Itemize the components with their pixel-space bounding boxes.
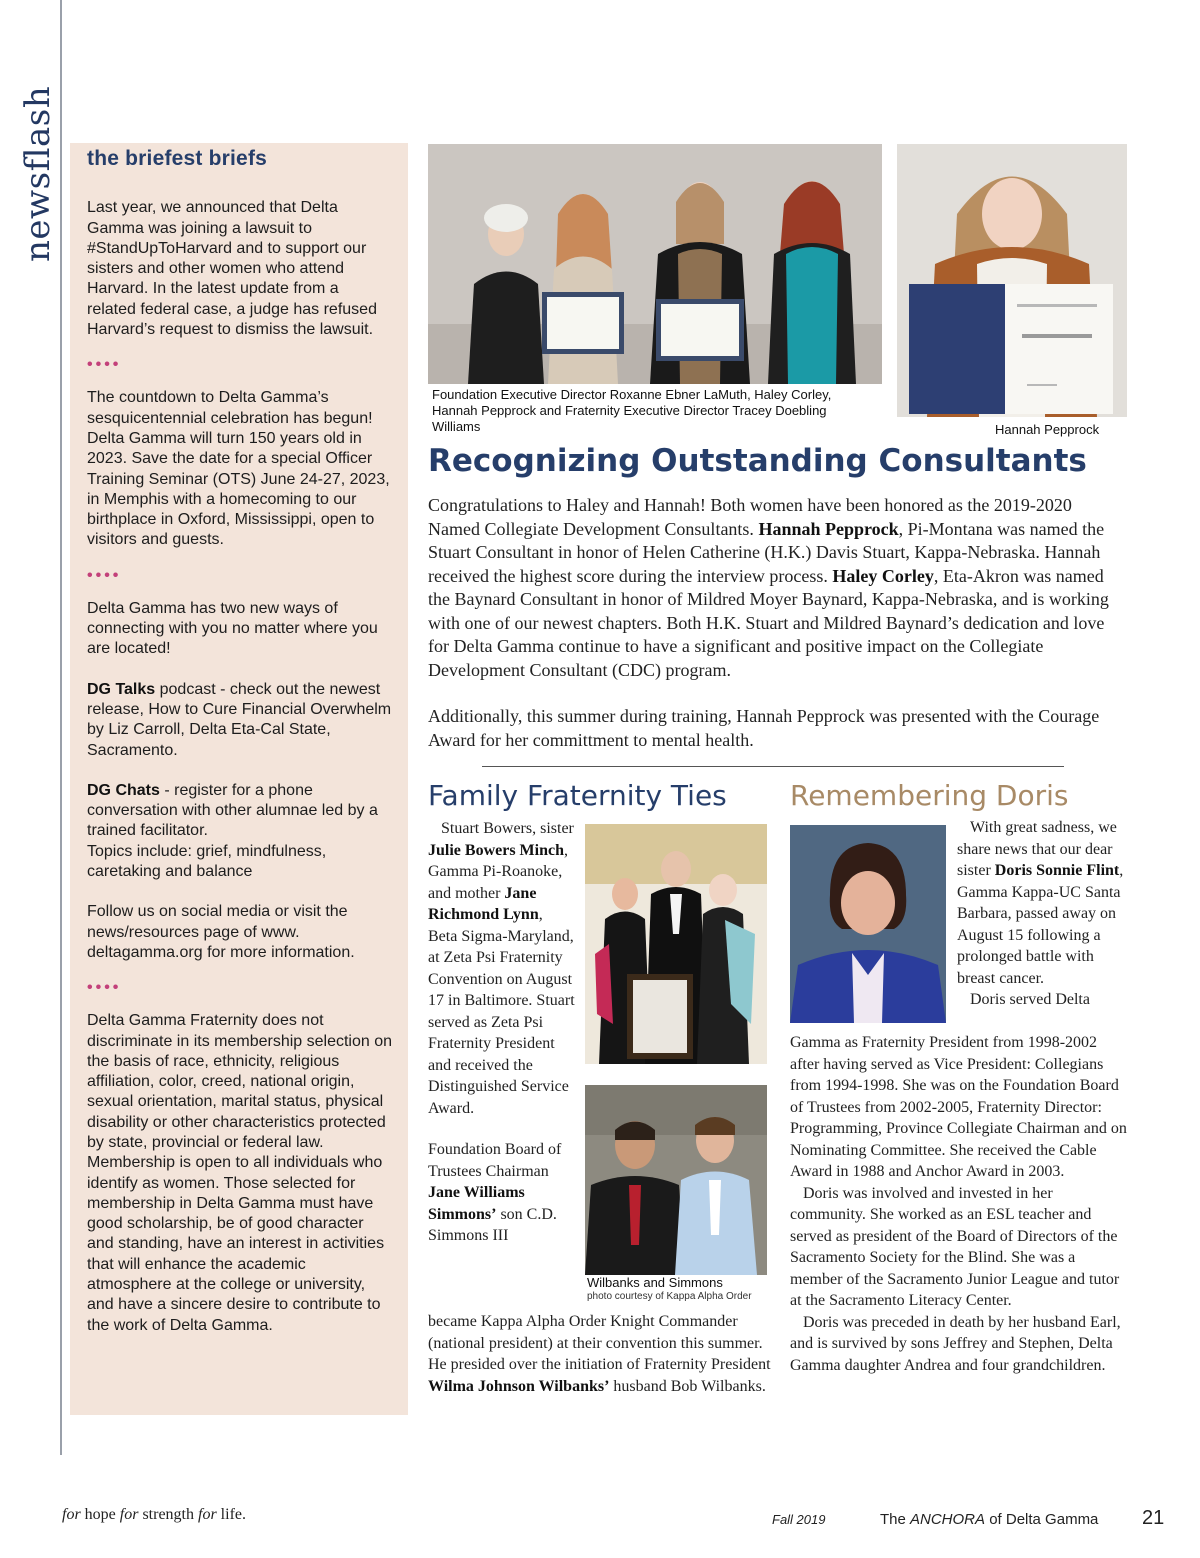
separator-dots: ••••: [87, 566, 122, 584]
footer-issue: Fall 2019: [772, 1512, 826, 1527]
dg-chats-label: DG Chats: [87, 781, 160, 799]
sidebar-title: the briefest briefs: [87, 147, 268, 170]
remembering-doris-title: Remembering Doris: [790, 779, 1069, 812]
wilbanks-caption: Wilbanks and Simmons: [587, 1275, 723, 1290]
zeta-psi-photo: [585, 824, 767, 1064]
briefs-sidebar: [70, 143, 408, 1415]
dg-talks-label: DG Talks: [87, 680, 156, 698]
doris-text-wide: Gamma as Fraternity President from 1998-2002 after having served as Vice President: Collegians from 1994-1998. She was on the Foundation Board of Trustees from 2002-2005, Fraternity Director: Programming, Province Collegiate Chairman and on Nominating Committee. She received the Cable Award in 1988 and Anchor Award in 2003. Doris was involved and invested in her community. She worked as an ESL teacher and served as president of the Board of Directors of the Sacramento Society for the Blind. She was a member of the Sacramento Junior League and tutor at the Sacramento Literacy Center. Doris was preceded in death by her husband Earl, and is survived by sons Jeffrey and Stephen, Delta Gamma daughter Andrea and four grandchildren.: [790, 1034, 1127, 1374]
doris-photo: [790, 825, 946, 1023]
family-text-top: Stuart Bowers, sister Julie Bowers Minch, Gamma Pi-Roanoke, and mother Jane Richmond Lynn, Beta Sigma-Maryland, at Zeta Psi Fraternity Convention on August 17 in Baltimore. Stuart served as Zeta Psi Fraternity President and received the Distinguished Service Award. Foundation Board of Trustees Chairman Jane Williams Simmons’ son C.D. Simmons III: [428, 820, 575, 1244]
group-photo: [428, 144, 882, 384]
separator-dots: ••••: [87, 979, 122, 997]
main-paragraph-2: Additionally, this summer during training, Hannah Pepprock was presented with the Courage Award for her committment to mental health.: [428, 706, 1100, 750]
page-margin-rule: [60, 0, 62, 1455]
main-paragraph-1: Congratulations to Haley and Hannah! Both women have been honored as the 2019-2020 Named Collegiate Development Consultants. Hannah Pepprock, Pi-Montana was named the Stuart Consultant in honor of Helen Catherine (H.K.) Davis Stuart, Kappa-Nebraska. Hannah received the highest score during the interview process. Haley Corley, Eta-Akron was named the Baynard Consultant in honor of Mildred Moyer Baynard, Kappa-Nebraska, and is working with one of our newest chapters. Both H.K. Stuart and Mildred Baynard’s dedication and love for Delta Gamma continue to have a significant and positive impact on the Collegiate Development Consultant (CDC) program.: [428, 495, 1109, 680]
brief-dg-chats: DG Chats - register for a phone conversation with other alumnae led by a trained facilitator. Topics include: grief, mindfulness, caretaking and balance: [87, 781, 378, 881]
family-text-bottom: became Kappa Alpha Order Knight Commander (national president) at their convention this summer. He presided over the initiation of Fraternity President Wilma Johnson Wilbanks’ husband Bob Wilbanks.: [428, 1313, 771, 1395]
family-ties-title: Family Fraternity Ties: [428, 779, 727, 812]
wilbanks-photo-credit: photo courtesy of Kappa Alpha Order: [587, 1291, 752, 1302]
section-divider: [482, 766, 1064, 767]
hannah-photo-caption: Hannah Pepprock: [995, 422, 1100, 437]
main-article-body: [428, 494, 1128, 775]
footer-magazine: The ANCHORA of Delta Gamma: [880, 1511, 1099, 1528]
doris-text-narrow: With great sadness, we share news that our dear sister Doris Sonnie Flint, Gamma Kappa-UC Santa Barbara, passed away on August 15 following a prolonged battle with breast cancer. Doris served Delta: [957, 819, 1124, 1008]
brief-follow: Follow us on social media or visit the news/resources page of www. deltagamma.org for more information.: [87, 903, 355, 961]
group-photo-caption: Foundation Executive Director Roxanne Ebner LaMuth, Haley Corley, Hannah Pepprock and Fraternity Executive Director Tracey Doebling Williams: [432, 387, 832, 434]
hannah-photo: [897, 144, 1127, 417]
brief-dg-talks: DG Talks podcast - check out the newest release, How to Cure Financial Overwhelm by Liz Carroll, Delta Eta-Cal State, Sacramento.: [87, 680, 392, 759]
section-label: newsflash: [18, 85, 58, 262]
wilbanks-simmons-photo: [585, 1085, 767, 1275]
separator-dots: ••••: [87, 356, 122, 374]
main-article-title: Recognizing Outstanding Consultants: [428, 443, 1087, 479]
brief-harvard: Last year, we announced that Delta Gamma was joining a lawsuit to #StandUpToHarvard and to support our sisters and other women who attend Harvard. In the latest update from a related federal case, a judge has refused Harvard’s request to dismiss the lawsuit.: [87, 199, 377, 339]
brief-nondiscrimination: Delta Gamma Fraternity does not discriminate in its membership selection on the basis of race, ethnicity, religious affiliation, color, creed, national origin, sexual orientation, marital status, physical disability or other characteristics protected by state, provincial or federal law. Membership is open to all individuals who identify as women. Those selected for membership in Delta Gamma must have good scholarship, be of good character and standing, have an interest in activities that will enhance the academic atmosphere at the college or university, and have a sincere desire to contribute to the work of Delta Gamma.: [87, 1012, 393, 1334]
brief-connect-intro: Delta Gamma has two new ways of connecting with you no matter where you are located!: [87, 599, 378, 658]
footer-motto: for hope for strength for life.: [62, 1506, 246, 1523]
page-number: 21: [1142, 1507, 1165, 1529]
brief-sesquicentennial: The countdown to Delta Gamma’s sesquicentennial celebration has begun! Delta Gamma will turn 150 years old in 2023. Save the date for a special Officer Training Seminar (OTS) June 24-27, 2023, in Memphis with a homecoming to our birthplace in Oxford, Mississippi, open to visitors and guests.: [87, 389, 390, 549]
